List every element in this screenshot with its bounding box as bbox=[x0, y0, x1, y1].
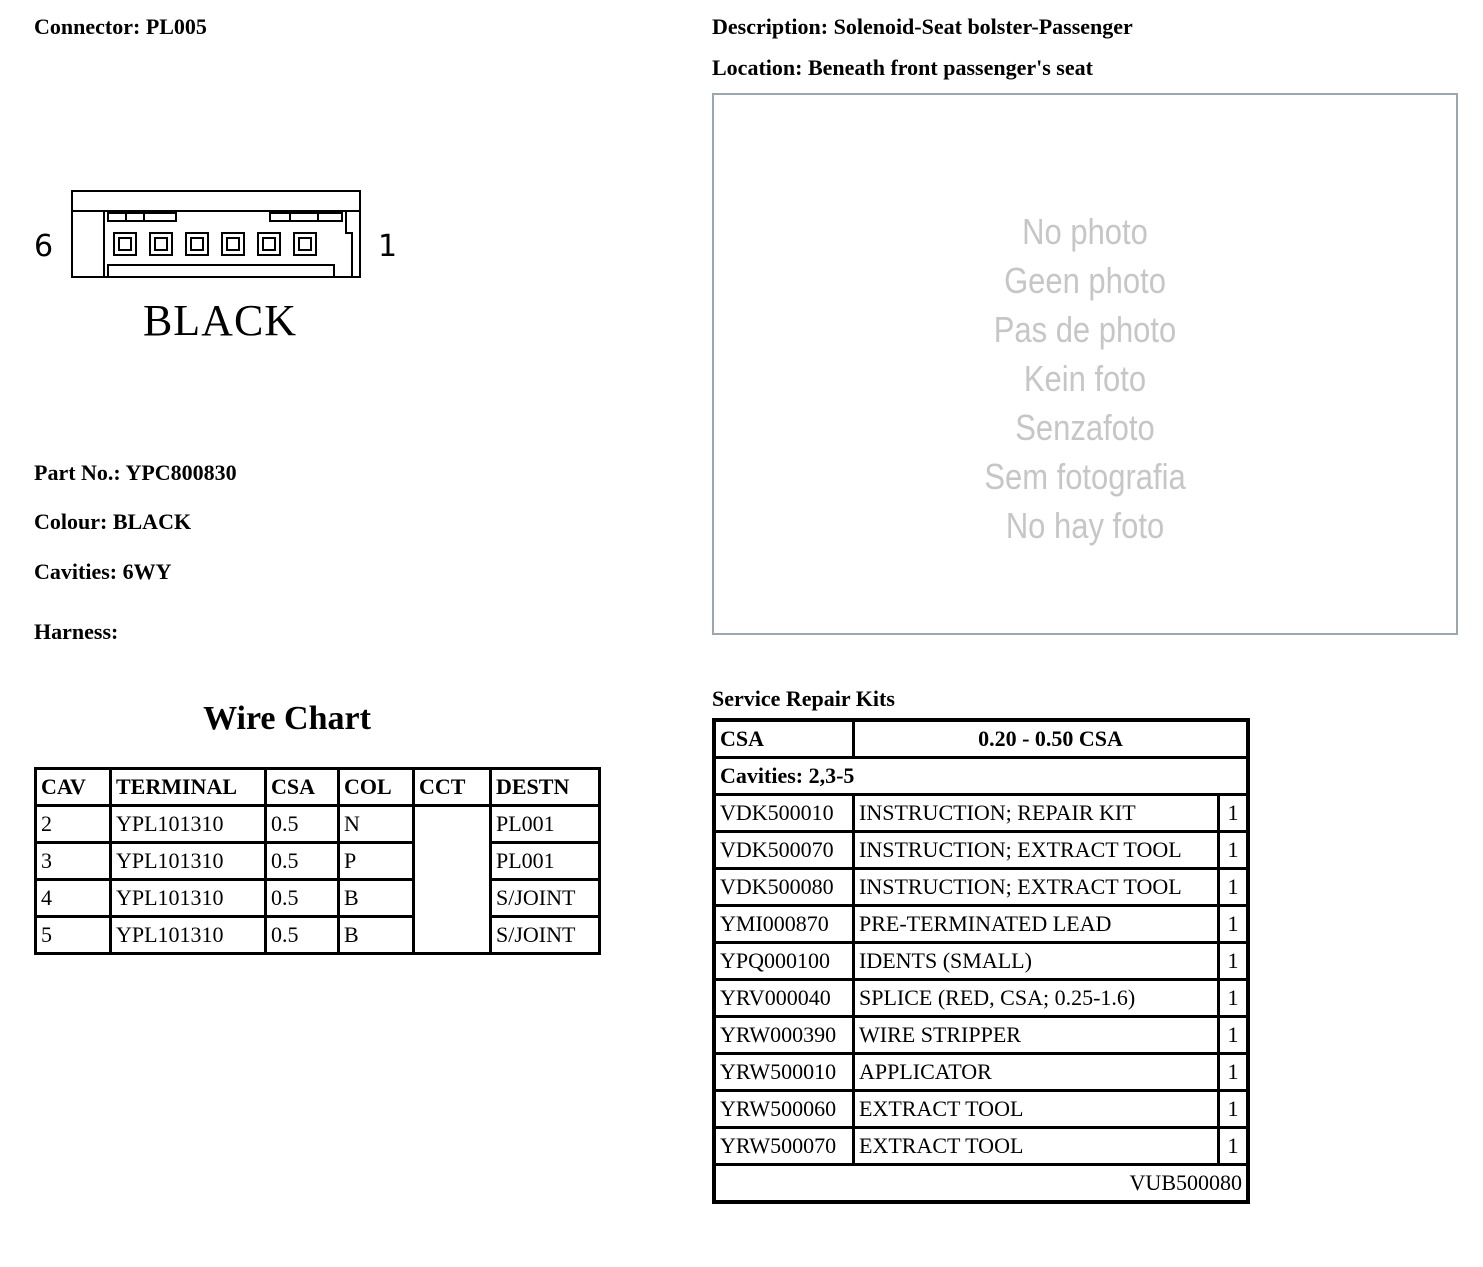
connector-colour-text: BLACK bbox=[142, 296, 298, 345]
no-photo-line: No hay foto bbox=[1005, 505, 1165, 546]
connector-cavity bbox=[294, 233, 316, 255]
kits-csa-label: CSA bbox=[714, 720, 854, 758]
photo-placeholder bbox=[712, 93, 1458, 635]
kit-description: INSTRUCTION; EXTRACT TOOL bbox=[854, 832, 1219, 869]
wire-chart-cell-cav: 2 bbox=[36, 806, 111, 843]
connector-cavity bbox=[222, 233, 244, 255]
kits-footer-row bbox=[714, 1165, 1248, 1203]
wire-chart-cell-col: N bbox=[339, 806, 414, 843]
kit-description: EXTRACT TOOL bbox=[854, 1091, 1219, 1128]
kit-part-number: YRW500060 bbox=[714, 1091, 854, 1128]
kit-quantity: 1 bbox=[1219, 1128, 1249, 1165]
no-photo-line: No photo bbox=[1022, 211, 1148, 252]
kit-quantity: 1 bbox=[1219, 1091, 1249, 1128]
table-row bbox=[714, 869, 1248, 906]
wire-chart-header-cct: CCT bbox=[414, 769, 491, 806]
kit-description: IDENTS (SMALL) bbox=[854, 943, 1219, 980]
kit-description: EXTRACT TOOL bbox=[854, 1128, 1219, 1165]
wire-chart-header-terminal: TERMINAL bbox=[111, 769, 266, 806]
connector-cavity bbox=[114, 233, 136, 255]
part-no-value: YPC800830 bbox=[125, 460, 237, 485]
pin-number-right: 1 bbox=[378, 229, 398, 264]
kit-description: SPLICE (RED, CSA; 0.25-1.6) bbox=[854, 980, 1219, 1017]
wire-chart-header-csa: CSA bbox=[266, 769, 339, 806]
wire-chart-cell-cav: 4 bbox=[36, 880, 111, 917]
description-label-text: Description: bbox=[712, 14, 829, 39]
table-row bbox=[714, 795, 1248, 832]
connector-cavity bbox=[258, 233, 280, 255]
wire-chart-cell-terminal: YPL101310 bbox=[111, 843, 266, 880]
kit-code: VUB500080 bbox=[714, 1165, 1248, 1203]
wire-chart-cell-cct bbox=[414, 880, 491, 917]
table-row bbox=[714, 1017, 1248, 1054]
wire-chart-cell-cct bbox=[414, 843, 491, 880]
kit-quantity: 1 bbox=[1219, 795, 1249, 832]
kit-quantity: 1 bbox=[1219, 943, 1249, 980]
wire-chart-cell-destn: PL001 bbox=[491, 843, 600, 880]
table-row bbox=[36, 806, 600, 843]
kit-part-number: VDK500070 bbox=[714, 832, 854, 869]
connector-cavity bbox=[186, 233, 208, 255]
no-photo-line: Kein foto bbox=[1023, 358, 1147, 399]
colour-value: BLACK bbox=[112, 509, 192, 534]
cavities bbox=[34, 559, 171, 585]
part-no bbox=[34, 460, 237, 486]
connector-outline-icon bbox=[30, 185, 410, 285]
service-repair-kits-table bbox=[712, 718, 1250, 1204]
wire-chart-cell-col: B bbox=[339, 917, 414, 954]
kit-part-number: YRW500070 bbox=[714, 1128, 854, 1165]
cavities-value: 6WY bbox=[122, 559, 172, 584]
no-photo-line: Senzafoto bbox=[1015, 407, 1155, 448]
connector-value: PL005 bbox=[145, 14, 207, 39]
location-label bbox=[712, 55, 1093, 81]
kit-part-number: YMI000870 bbox=[714, 906, 854, 943]
location-label-text: Location: bbox=[712, 55, 803, 80]
table-row bbox=[36, 843, 600, 880]
table-row bbox=[714, 943, 1248, 980]
description-value: Solenoid-Seat bolster-Passenger bbox=[833, 14, 1133, 39]
kit-description: PRE-TERMINATED LEAD bbox=[854, 906, 1219, 943]
wire-chart-cell-csa: 0.5 bbox=[266, 917, 339, 954]
connector-cavity-terminal bbox=[299, 238, 311, 250]
wire-chart-cell-csa: 0.5 bbox=[266, 806, 339, 843]
table-row bbox=[714, 832, 1248, 869]
table-row bbox=[714, 1091, 1248, 1128]
kit-quantity: 1 bbox=[1219, 906, 1249, 943]
wire-chart-header-destn: DESTN bbox=[491, 769, 600, 806]
connector-label-text: Connector: bbox=[34, 14, 141, 39]
kits-csa-row bbox=[714, 720, 1248, 758]
location-value: Beneath front passenger's seat bbox=[807, 55, 1093, 80]
wire-chart-cell-destn: S/JOINT bbox=[491, 917, 600, 954]
kit-quantity: 1 bbox=[1219, 832, 1249, 869]
kit-part-number: YRW000390 bbox=[714, 1017, 854, 1054]
kit-part-number: VDK500080 bbox=[714, 869, 854, 906]
kit-quantity: 1 bbox=[1219, 869, 1249, 906]
kit-description: INSTRUCTION; EXTRACT TOOL bbox=[854, 869, 1219, 906]
connector-cavity bbox=[150, 233, 172, 255]
kit-description: APPLICATOR bbox=[854, 1054, 1219, 1091]
table-row bbox=[36, 880, 600, 917]
cavities-label: Cavities: bbox=[34, 559, 118, 584]
kits-cavities: Cavities: 2,3-5 bbox=[714, 758, 1248, 795]
kit-part-number: VDK500010 bbox=[714, 795, 854, 832]
table-row bbox=[714, 1054, 1248, 1091]
no-photo-line: Sem fotografia bbox=[984, 456, 1186, 497]
connector-cavity-terminal bbox=[191, 238, 203, 250]
table-row bbox=[714, 906, 1248, 943]
colour bbox=[34, 509, 191, 535]
wire-chart-cell-destn: S/JOINT bbox=[491, 880, 600, 917]
wire-chart-title: Wire Chart bbox=[203, 700, 371, 737]
wire-chart-cell-csa: 0.5 bbox=[266, 843, 339, 880]
connector-diagram bbox=[30, 185, 410, 365]
kit-description: INSTRUCTION; REPAIR KIT bbox=[854, 795, 1219, 832]
kit-part-number: YPQ000100 bbox=[714, 943, 854, 980]
connector-label bbox=[34, 14, 207, 40]
wire-chart-cell-terminal: YPL101310 bbox=[111, 806, 266, 843]
kit-quantity: 1 bbox=[1219, 980, 1249, 1017]
wire-chart-cell-cct bbox=[414, 806, 491, 843]
connector-cavity-terminal bbox=[263, 238, 275, 250]
description-label bbox=[712, 14, 1133, 40]
colour-label: Colour: bbox=[34, 509, 108, 534]
harness bbox=[34, 619, 118, 645]
wire-chart-cell-cav: 3 bbox=[36, 843, 111, 880]
table-row bbox=[714, 980, 1248, 1017]
pin-number-left: 6 bbox=[34, 229, 54, 264]
wire-chart-table bbox=[34, 767, 601, 955]
connector-cavity-terminal bbox=[227, 238, 239, 250]
kit-quantity: 1 bbox=[1219, 1054, 1249, 1091]
table-row bbox=[714, 1128, 1248, 1165]
wire-chart-cell-cav: 5 bbox=[36, 917, 111, 954]
kits-cavities-row bbox=[714, 758, 1248, 795]
part-no-label: Part No.: bbox=[34, 460, 121, 485]
wire-chart-cell-terminal: YPL101310 bbox=[111, 880, 266, 917]
no-photo-line: Pas de photo bbox=[993, 309, 1177, 350]
kit-description: WIRE STRIPPER bbox=[854, 1017, 1219, 1054]
table-row bbox=[36, 917, 600, 954]
kit-quantity: 1 bbox=[1219, 1017, 1249, 1054]
wire-chart-header-row bbox=[36, 769, 600, 806]
wire-chart-cell-csa: 0.5 bbox=[266, 880, 339, 917]
wire-chart-cell-destn: PL001 bbox=[491, 806, 600, 843]
harness-label: Harness: bbox=[34, 619, 119, 644]
kit-part-number: YRW500010 bbox=[714, 1054, 854, 1091]
no-photo-text bbox=[766, 207, 1404, 550]
connector-cavity-terminal bbox=[155, 238, 167, 250]
wire-chart-header-cav: CAV bbox=[36, 769, 111, 806]
no-photo-line: Geen photo bbox=[1004, 260, 1166, 301]
wire-chart-cell-cct bbox=[414, 917, 491, 954]
wire-chart-cell-terminal: YPL101310 bbox=[111, 917, 266, 954]
kit-part-number: YRV000040 bbox=[714, 980, 854, 1017]
wire-chart-cell-col: B bbox=[339, 880, 414, 917]
service-repair-kits-title: Service Repair Kits bbox=[712, 686, 895, 711]
wire-chart-cell-col: P bbox=[339, 843, 414, 880]
kits-csa-value: 0.20 - 0.50 CSA bbox=[854, 720, 1249, 758]
connector-cavity-terminal bbox=[119, 238, 131, 250]
wire-chart-header-col: COL bbox=[339, 769, 414, 806]
